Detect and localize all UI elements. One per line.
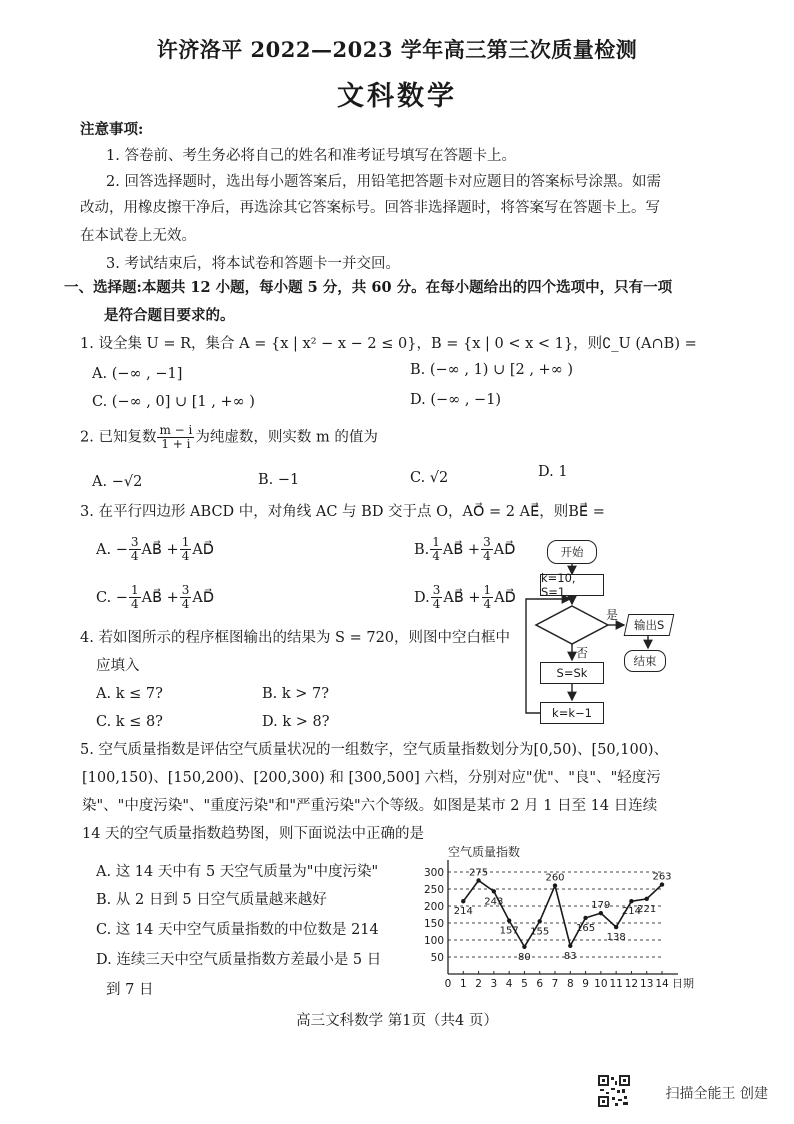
q2-frac-den: 1 + i bbox=[161, 437, 191, 451]
q1-stem: 1. 设全集 U = R，集合 A = {x | x² − x − 2 ≤ 0}，B = {x | 0 < x < 1}，则∁_U (A∩B) = bbox=[80, 336, 697, 352]
q3-c-vector-2: AD⃗ bbox=[192, 589, 215, 606]
q3-d-frac-2 bbox=[482, 584, 494, 611]
q3-d-vector-1: AB⃗ + bbox=[443, 589, 481, 606]
chart-data-label: 165 bbox=[576, 922, 596, 934]
q3-option-c bbox=[96, 584, 214, 611]
q3-c-den-2: 4 bbox=[181, 597, 190, 611]
q2-stem bbox=[80, 424, 378, 451]
q5-stem-line-2: [100,150)、[150,200)、[200,300) 和 [300,500] 六档，分别对应"优"、"良"、"轻度污 bbox=[82, 770, 661, 786]
chart-data-point bbox=[599, 911, 603, 915]
q2-option-d: D. 1 bbox=[538, 464, 568, 480]
q3-b-frac-1 bbox=[430, 536, 442, 563]
notice-item-2-line-2: 改动，用橡皮擦干净后，再选涂其它答案标号。回答非选择题时，将答案写在答题卡上。写 bbox=[80, 200, 660, 216]
q3-a-label: A. bbox=[96, 541, 112, 558]
q3-d-label: D. bbox=[414, 589, 430, 606]
q3-a-sign: − bbox=[115, 541, 128, 558]
flowchart-output-text: 输出S bbox=[633, 618, 665, 632]
chart-x-tick-label: 2 bbox=[475, 978, 482, 990]
q3-a-num-2: 1 bbox=[181, 535, 190, 549]
q2-stem-post: 为纯虚数，则实数 m 的值为 bbox=[195, 429, 378, 446]
chart-data-label: 83 bbox=[563, 950, 577, 962]
q4-option-d: D. k > 8? bbox=[262, 714, 330, 730]
chart-x-tick-label: 9 bbox=[582, 978, 589, 990]
q4-option-c: C. k ≤ 8? bbox=[96, 714, 163, 730]
chart-data-label: 221 bbox=[637, 903, 657, 915]
exam-title: 许济洛平 2022—2023 学年高三第三次质量检测 bbox=[156, 37, 638, 62]
chart-data-label: 243 bbox=[484, 896, 504, 908]
chart-data-label: 214 bbox=[453, 906, 473, 918]
chart-x-tick-label: 0 bbox=[444, 978, 452, 990]
chart-x-tick-label: 8 bbox=[566, 978, 574, 990]
chart-data-point bbox=[553, 883, 557, 887]
q4-stem-line-1: 4. 若如图所示的程序框图输出的结果为 S = 720，则图中空白框中 bbox=[80, 630, 511, 646]
subject-title: 文科数学 bbox=[337, 81, 457, 112]
q3-c-vector-1: AB⃗ + bbox=[141, 589, 179, 606]
q3-c-label: C. bbox=[96, 589, 112, 606]
chart-x-tick-label: 14 bbox=[655, 978, 669, 990]
q3-b-num-2: 3 bbox=[483, 535, 491, 549]
chart-y-tick-label: 150 bbox=[423, 918, 444, 930]
chart-data-label: 80 bbox=[518, 951, 531, 963]
q3-c-sign: − bbox=[115, 589, 128, 606]
chart-data-point bbox=[476, 878, 480, 882]
q5-option-d-line-2: 到 7 日 bbox=[106, 982, 154, 998]
chart-data-point bbox=[583, 916, 587, 920]
q1-option-a: A. (−∞ , −1] bbox=[92, 366, 183, 382]
q4-stem-line-2: 应填入 bbox=[96, 658, 140, 674]
q3-option-d bbox=[414, 584, 516, 611]
chart-x-tick-label: 12 bbox=[624, 978, 639, 990]
q3-d-frac-1 bbox=[431, 584, 443, 611]
q3-option-b bbox=[414, 536, 515, 563]
q3-d-num-2: 1 bbox=[483, 583, 492, 597]
q2-frac-num: m − i bbox=[159, 423, 193, 437]
decision-diamond bbox=[536, 606, 608, 644]
q4-option-b: B. k > 7? bbox=[262, 686, 330, 702]
q2-option-b: B. −1 bbox=[258, 472, 300, 488]
chart-data-point bbox=[660, 882, 664, 886]
q3-c-frac-1 bbox=[129, 584, 141, 611]
chart-x-tick-label: 7 bbox=[551, 978, 559, 990]
q3-b-vector-2: AD⃗ bbox=[493, 541, 516, 558]
q5-option-c: C. 这 14 天中空气质量指数的中位数是 214 bbox=[96, 922, 379, 938]
flowchart-init: k=10, S=1 bbox=[540, 574, 604, 596]
chart-data-label: 263 bbox=[652, 871, 672, 883]
q3-a-num-1: 3 bbox=[130, 535, 139, 549]
chart-data-label: 155 bbox=[530, 926, 550, 938]
chart-data-point bbox=[507, 918, 511, 922]
chart-x-axis-label: 日期 bbox=[672, 977, 694, 990]
q5-stem-line-4: 14 天的空气质量指数趋势图，则下面说法中正确的是 bbox=[82, 826, 425, 842]
watermark-text: 扫描全能王 创建 bbox=[665, 1086, 768, 1102]
q2-fraction bbox=[157, 424, 194, 451]
q5-option-a: A. 这 14 天中有 5 天空气质量为"中度污染" bbox=[96, 864, 379, 880]
notice-item-3: 3. 考试结束后，将本试卷和答题卡一并交回。 bbox=[106, 256, 400, 272]
chart-y-tick-label: 250 bbox=[423, 884, 444, 896]
notice-item-2-line-3: 在本试卷上无效。 bbox=[80, 228, 196, 244]
q2-option-a: A. −√2 bbox=[92, 474, 143, 490]
chart-y-tick-label: 50 bbox=[430, 952, 444, 964]
q5-option-d-line-1: D. 连续三天中空气质量指数方差最小是 5 日 bbox=[96, 952, 382, 968]
flowchart-end: 结束 bbox=[624, 650, 666, 672]
chart-data-point bbox=[614, 925, 618, 929]
q3-b-label: B. bbox=[414, 541, 430, 558]
chart-y-tick-label: 100 bbox=[423, 935, 444, 947]
q3-c-frac-2 bbox=[180, 584, 192, 611]
q5-option-b: B. 从 2 日到 5 日空气质量越来越好 bbox=[96, 892, 327, 908]
q3-b-vector-1: AB⃗ + bbox=[442, 541, 481, 558]
chart-data-label: 275 bbox=[469, 867, 489, 879]
chart-title: 空气质量指数 bbox=[448, 845, 521, 859]
chart-x-tick-label: 6 bbox=[536, 978, 544, 990]
q3-a-frac-1 bbox=[129, 536, 141, 563]
page-footer: 高三文科数学 第1页（共4 页） bbox=[296, 1013, 498, 1029]
notice-item-2-line-1: 2. 回答选择题时，选出每小题答案后，用铅笔把答题卡对应题目的答案标号涂黑。如需 bbox=[106, 174, 661, 190]
flowchart-no-label: 否 bbox=[576, 646, 589, 660]
q1-option-c: C. (−∞ , 0] ∪ [1 , +∞ ) bbox=[92, 394, 255, 410]
q4-option-a: A. k ≤ 7? bbox=[96, 686, 163, 702]
section-heading-line-1: 一、选择题:本题共 12 小题，每小题 5 分，共 60 分。在每小题给出的四个选项中，只有一项 bbox=[64, 279, 673, 296]
q3-c-num-2: 3 bbox=[181, 583, 190, 597]
chart-data-label: 179 bbox=[591, 900, 611, 912]
chart-x-tick-label: 5 bbox=[521, 978, 528, 990]
q3-b-den-1: 4 bbox=[432, 549, 440, 563]
q3-d-den-1: 4 bbox=[432, 597, 441, 611]
q3-a-frac-2 bbox=[180, 536, 192, 563]
q2-option-c: C. √2 bbox=[410, 470, 449, 486]
chart-data-point bbox=[568, 944, 572, 948]
chart-data-label: 138 bbox=[606, 932, 626, 944]
q3-c-num-1: 1 bbox=[130, 583, 139, 597]
q5-stem-line-3: 染"、"中度污染"、"重度污染"和"严重污染"六个等级。如图是某市 2 月 1 日至 14 日连续 bbox=[82, 798, 658, 814]
chart-data-label: 214 bbox=[621, 906, 641, 918]
chart-x-tick-label: 11 bbox=[609, 978, 623, 990]
flowchart-step-multiply: S=Sk bbox=[540, 662, 604, 684]
chart-data-label: 260 bbox=[545, 872, 565, 884]
chart-x-tick-label: 4 bbox=[505, 978, 513, 990]
q1-option-d: D. (−∞ , −1) bbox=[410, 392, 502, 408]
chart-data-point bbox=[629, 899, 633, 903]
q3-stem: 3. 在平行四边形 ABCD 中，对角线 AC 与 BD 交于点 O，AO⃗ = 2 AE⃗，则BE⃗ = bbox=[80, 504, 605, 520]
chart-data-label: 157 bbox=[499, 925, 519, 937]
chart-data-point bbox=[492, 889, 496, 893]
chart-x-tick-label: 13 bbox=[640, 978, 654, 990]
section-heading-line-2: 是符合题目要求的。 bbox=[104, 307, 235, 324]
chart-y-tick-label: 200 bbox=[423, 901, 444, 913]
aqi-line-chart bbox=[420, 842, 694, 1002]
chart-data-point bbox=[538, 919, 542, 923]
chart-data-point bbox=[461, 899, 465, 903]
chart-x-tick-label: 3 bbox=[490, 978, 498, 990]
qr-code-icon bbox=[598, 1075, 630, 1107]
q5-stem-line-1: 5. 空气质量指数是评估空气质量状况的一组数字，空气质量指数划分为[0,50)、[50,100)、 bbox=[80, 742, 669, 758]
q3-a-vector-1: AB⃗ + bbox=[141, 541, 179, 558]
q3-c-den-1: 4 bbox=[130, 597, 139, 611]
q3-b-den-2: 4 bbox=[483, 549, 491, 563]
notice-item-1: 1. 答卷前、考生务必将自己的姓名和准考证号填写在答题卡上。 bbox=[106, 148, 516, 164]
chart-data-point bbox=[645, 897, 649, 901]
q3-a-den-1: 4 bbox=[130, 549, 139, 563]
chart-data-point bbox=[522, 945, 526, 949]
q3-a-vector-2: AD⃗ bbox=[192, 541, 214, 558]
chart-x-tick-label: 10 bbox=[594, 978, 608, 990]
q3-b-num-1: 1 bbox=[432, 535, 440, 549]
flowchart-start: 开始 bbox=[547, 540, 597, 564]
flowchart-step-decrement: k=k−1 bbox=[540, 702, 604, 724]
notice-heading: 注意事项: bbox=[80, 121, 144, 138]
q1-option-b: B. (−∞ , 1) ∪ [2 , +∞ ) bbox=[410, 362, 574, 378]
chart-x-tick-label: 1 bbox=[459, 978, 467, 990]
flowchart-yes-label: 是 bbox=[606, 608, 619, 622]
q3-d-vector-2: AD⃗ bbox=[494, 589, 516, 606]
q3-a-den-2: 4 bbox=[181, 549, 190, 563]
q2-stem-pre: 2. 已知复数 bbox=[80, 429, 157, 446]
chart-y-tick-label: 300 bbox=[423, 867, 444, 879]
flowchart-output bbox=[624, 614, 675, 636]
q3-option-a bbox=[96, 536, 214, 563]
q3-b-frac-2 bbox=[481, 536, 493, 563]
q3-d-den-2: 4 bbox=[483, 597, 492, 611]
q3-d-num-1: 3 bbox=[432, 583, 441, 597]
